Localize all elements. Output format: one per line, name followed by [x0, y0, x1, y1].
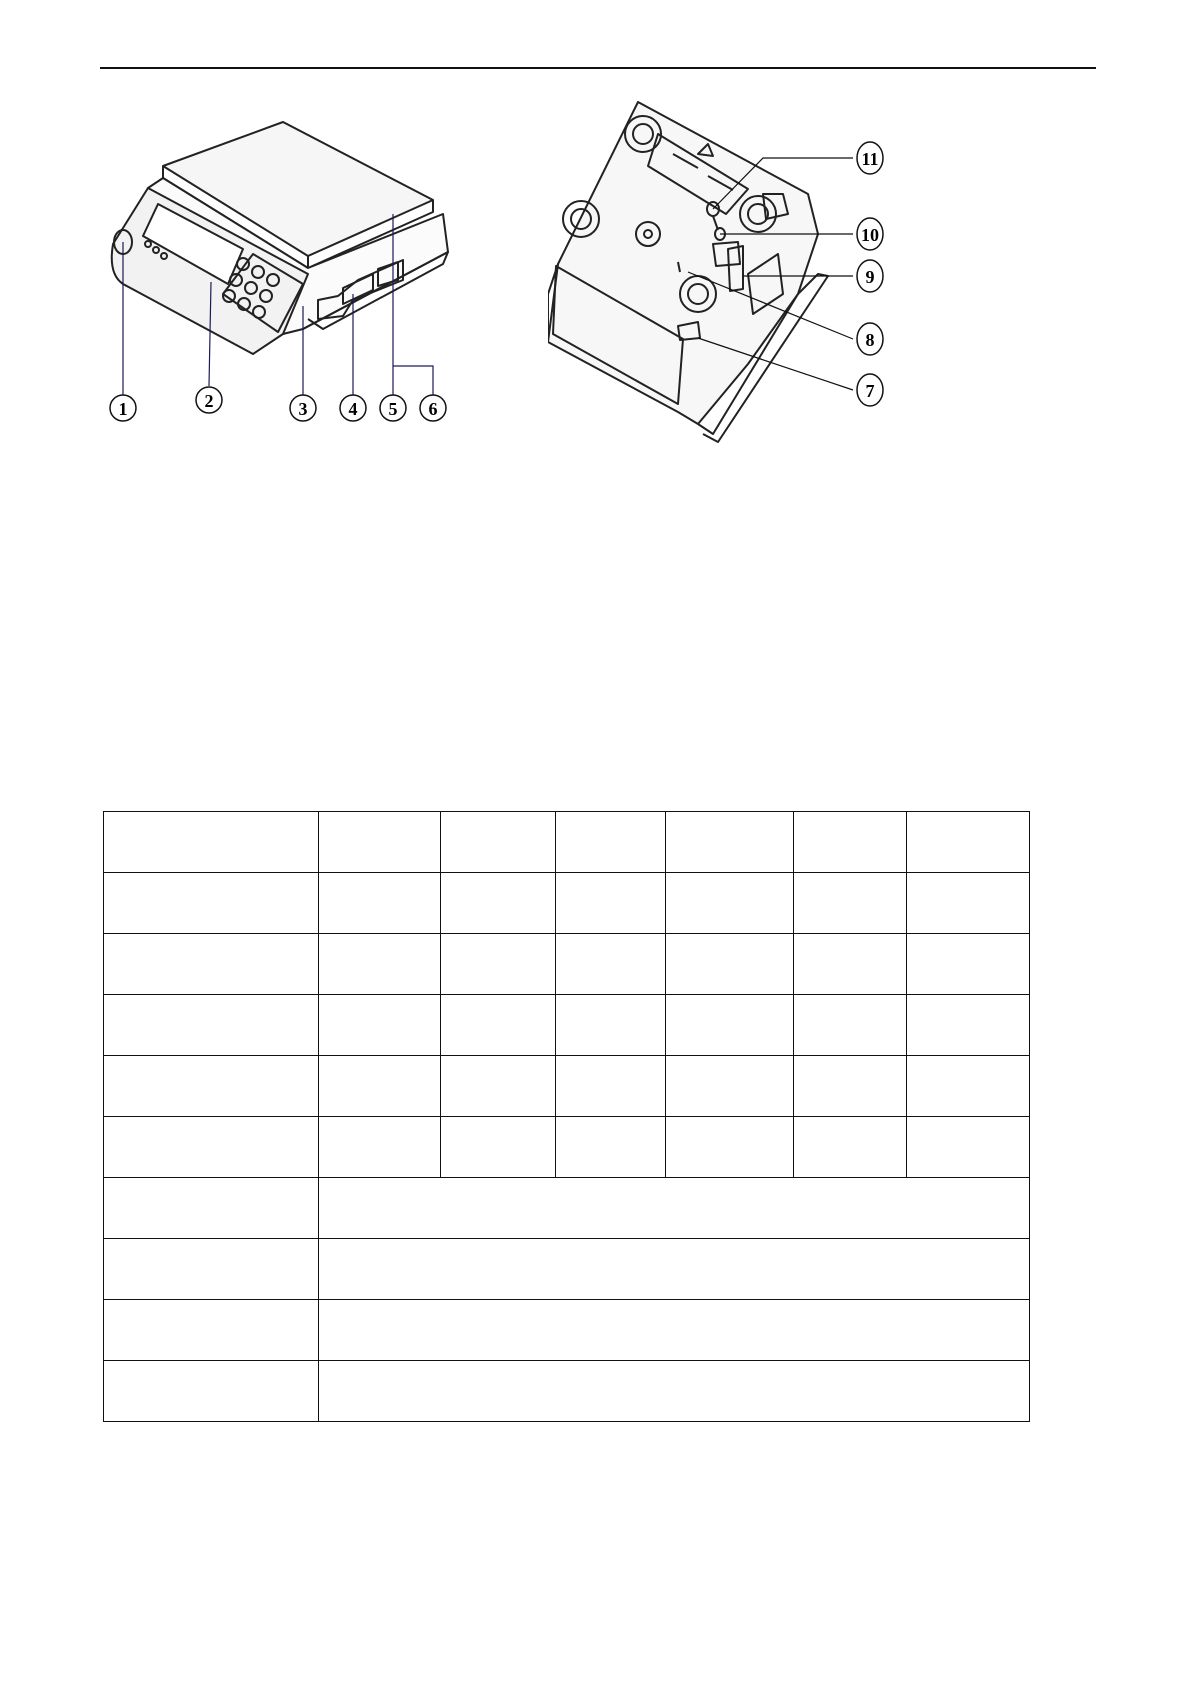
table-cell [794, 995, 907, 1056]
header-rule [100, 67, 1096, 69]
callout-9: 9 [865, 267, 875, 287]
table-cell [666, 934, 794, 995]
table-cell [666, 1056, 794, 1117]
table-cell [556, 1117, 666, 1178]
table-cell [666, 873, 794, 934]
table-cell [907, 812, 1030, 873]
table-cell [907, 1117, 1030, 1178]
table-cell [104, 1300, 319, 1361]
table-cell [104, 1361, 319, 1422]
table-cell [104, 934, 319, 995]
table-cell [794, 873, 907, 934]
table-row [104, 1056, 1030, 1117]
table-cell-merged [319, 1300, 1030, 1361]
table-cell [319, 1056, 441, 1117]
scale-bottom-illustration [548, 94, 968, 456]
table-cell [319, 934, 441, 995]
scale-bottom-view-figure [548, 94, 968, 456]
table-row-merged [104, 1300, 1030, 1361]
table-cell [907, 873, 1030, 934]
table-cell [104, 995, 319, 1056]
table-cell [104, 1056, 319, 1117]
table-cell [907, 1056, 1030, 1117]
table-cell [556, 934, 666, 995]
table-row-merged [104, 1239, 1030, 1300]
table-cell [556, 995, 666, 1056]
table-cell [319, 812, 441, 873]
table-cell [441, 1056, 556, 1117]
table-cell [907, 934, 1030, 995]
table-cell [794, 1056, 907, 1117]
table-cell [794, 812, 907, 873]
callout-1: 1 [118, 399, 128, 419]
table-row-merged [104, 1178, 1030, 1239]
table-cell-merged [319, 1178, 1030, 1239]
table-cell-merged [319, 1239, 1030, 1300]
callout-8: 8 [865, 330, 875, 350]
table-cell [104, 1239, 319, 1300]
table-cell [441, 873, 556, 934]
table-cell [441, 812, 556, 873]
scale-front-illustration [103, 104, 508, 462]
callout-3: 3 [298, 399, 308, 419]
callout-10: 10 [861, 225, 879, 245]
table-cell [907, 995, 1030, 1056]
table-cell [666, 812, 794, 873]
callout-4: 4 [348, 399, 358, 419]
table-row [104, 873, 1030, 934]
table-cell [319, 995, 441, 1056]
table-cell [319, 873, 441, 934]
table-cell [441, 1117, 556, 1178]
scale-front-view-figure [103, 104, 508, 462]
table-row [104, 934, 1030, 995]
callout-11: 11 [861, 149, 879, 169]
table-cell [441, 934, 556, 995]
table-cell [794, 934, 907, 995]
table-cell [556, 873, 666, 934]
table-cell [104, 812, 319, 873]
table-cell [556, 1056, 666, 1117]
table-cell-merged [319, 1361, 1030, 1422]
callout-7: 7 [865, 381, 875, 401]
table-cell [666, 995, 794, 1056]
table-cell [104, 1117, 319, 1178]
table-cell [556, 812, 666, 873]
table-row-merged [104, 1361, 1030, 1422]
table-cell [441, 995, 556, 1056]
table-cell [666, 1117, 794, 1178]
table-cell [104, 873, 319, 934]
callout-2: 2 [204, 391, 214, 411]
callout-6: 6 [428, 399, 438, 419]
table-cell [104, 1178, 319, 1239]
callout-5: 5 [388, 399, 398, 419]
table-row [104, 995, 1030, 1056]
table-row [104, 1117, 1030, 1178]
table-cell [794, 1117, 907, 1178]
table-row [104, 812, 1030, 873]
specification-table [103, 811, 1030, 1422]
table-cell [319, 1117, 441, 1178]
